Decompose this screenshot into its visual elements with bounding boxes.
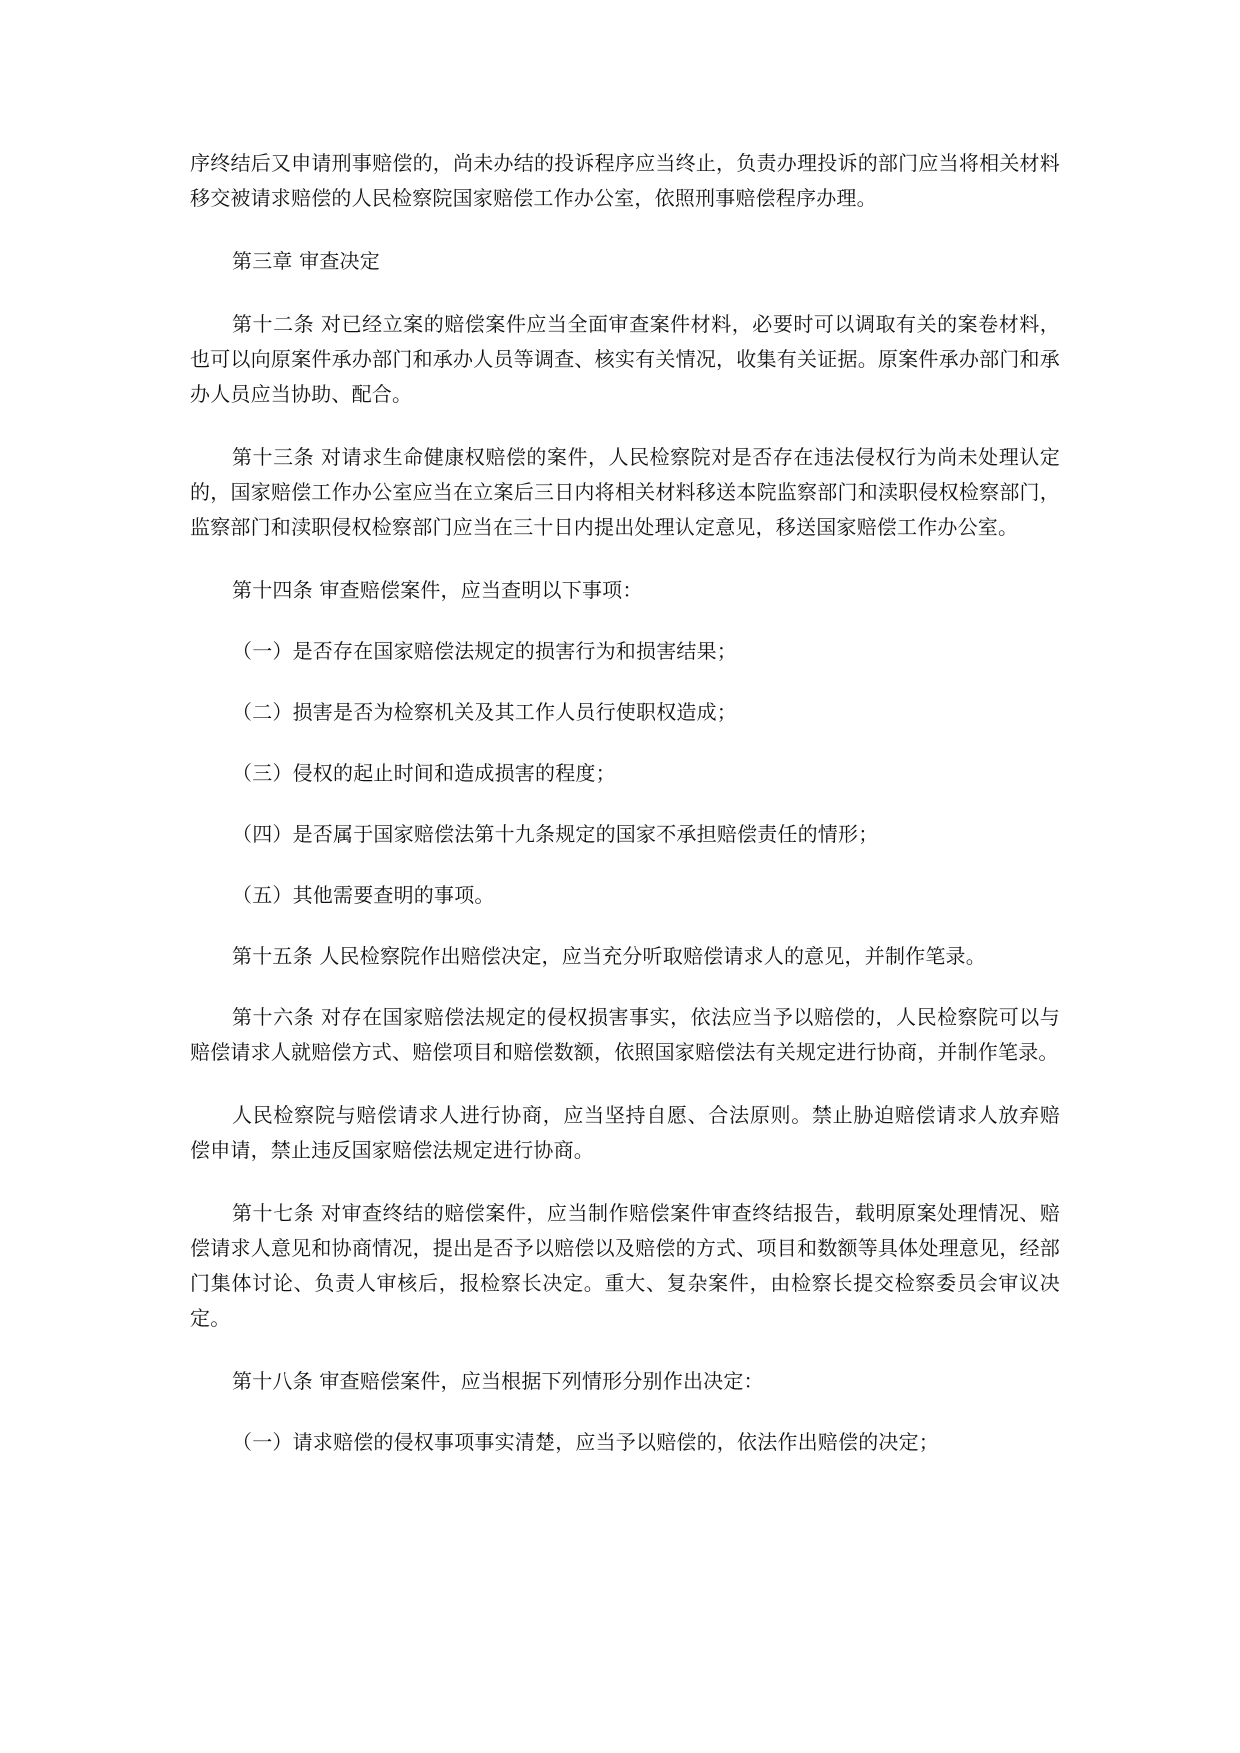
document-body (190, 146, 1060, 1460)
chapter-heading: 第三章 审查决定 (232, 249, 380, 273)
paragraph-gap (190, 791, 1060, 817)
paragraph-gap (190, 1070, 1060, 1098)
paragraph-gap (190, 913, 1060, 939)
paragraph-gap (190, 1168, 1060, 1196)
article-14-item-1: （一）是否存在国家赔偿法规定的损害行为和损害结果； (232, 639, 737, 663)
paragraph-gap (190, 279, 1060, 307)
article-13: 第十三条 对请求生命健康权赔偿的案件，人民检察院对是否存在违法侵权行为尚未处理认定的，国家赔偿工作办公室应当在立案后三日内将相关材料移送本院监察部门和渎职侵权检察部门，监察部门和渎职侵权检察部门应当在三十日内提出处理认定意见，移送国家赔偿工作办公室。 (190, 445, 1060, 539)
article-18-item-1: （一）请求赔偿的侵权事项事实清楚，应当予以赔偿的，依法作出赔偿的决定； (232, 1430, 939, 1454)
article-14-item-2: （二）损害是否为检察机关及其工作人员行使职权造成； (232, 700, 737, 724)
article-12: 第十二条 对已经立案的赔偿案件应当全面审查案件材料，必要时可以调取有关的案卷材料，也可以向原案件承办部门和承办人员等调查、核实有关情况，收集有关证据。原案件承办部门和承办人员应当协助、配合。 (190, 312, 1060, 406)
article-17: 第十七条 对审查终结的赔偿案件，应当制作赔偿案件审查终结报告，载明原案处理情况、赔偿请求人意见和协商情况，提出是否予以赔偿以及赔偿的方式、项目和数额等具体处理意见，经部门集体讨论、负责人审核后，报检察长决定。重大、复杂案件，由检察长提交检察委员会审议决定。 (190, 1201, 1060, 1330)
paragraph-gap (190, 1399, 1060, 1425)
article-16-paragraph-2: 人民检察院与赔偿请求人进行协商，应当坚持自愿、合法原则。禁止胁迫赔偿请求人放弃赔偿申请，禁止违反国家赔偿法规定进行协商。 (190, 1103, 1060, 1162)
paragraph-gap (190, 730, 1060, 756)
article-14: 第十四条 审查赔偿案件，应当查明以下事项： (232, 578, 643, 602)
paragraph-gap (190, 545, 1060, 573)
article-15: 第十五条 人民检察院作出赔偿决定，应当充分听取赔偿请求人的意见，并制作笔录。 (232, 944, 986, 968)
paragraph-gap (190, 412, 1060, 440)
paragraph-gap (190, 216, 1060, 244)
paragraph-gap (190, 608, 1060, 634)
paragraph-gap (190, 669, 1060, 695)
article-14-item-4: （四）是否属于国家赔偿法第十九条规定的国家不承担赔偿责任的情形； (232, 822, 879, 846)
paragraph-gap (190, 852, 1060, 878)
paragraph-gap (190, 1336, 1060, 1364)
article-16: 第十六条 对存在国家赔偿法规定的侵权损害事实，依法应当予以赔偿的，人民检察院可以与赔偿请求人就赔偿方式、赔偿项目和赔偿数额，依照国家赔偿法有关规定进行协商，并制作笔录。 (190, 1005, 1060, 1064)
article-14-item-3: （三）侵权的起止时间和造成损害的程度； (232, 761, 616, 785)
paragraph-continuation: 序终结后又申请刑事赔偿的，尚未办结的投诉程序应当终止，负责办理投诉的部门应当将相关材料移交被请求赔偿的人民检察院国家赔偿工作办公室，依照刑事赔偿程序办理。 (190, 151, 1060, 210)
paragraph-gap (190, 974, 1060, 1000)
article-18: 第十八条 审查赔偿案件，应当根据下列情形分别作出决定： (232, 1369, 764, 1393)
article-14-item-5: （五）其他需要查明的事项。 (232, 883, 495, 907)
